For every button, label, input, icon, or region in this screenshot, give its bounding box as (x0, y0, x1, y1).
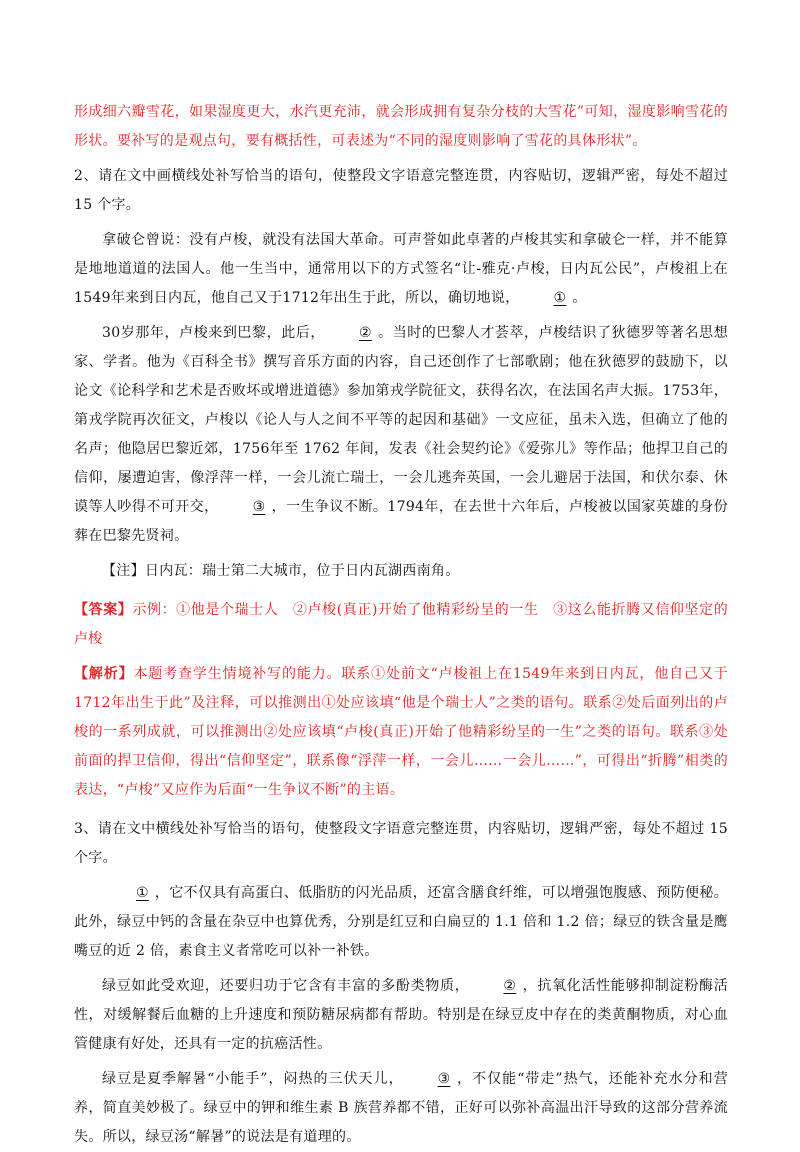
q3-blank-3: ③ (437, 1071, 451, 1087)
q3-paragraph-2 (74, 972, 728, 1059)
q3-para3-start: 绿豆是夏季解暑“小能手”，闷热的三伏天儿， (102, 1071, 404, 1087)
q3-para2-start: 绿豆如此受欢迎，还要归功于它含有丰富的多酚类物质， (102, 978, 470, 994)
answer-text: 示例：①他是个瑞士人 ②卢梭(真正)开始了他精彩纷呈的一生 ③这么能折腾又信仰坚定的卢梭 (74, 602, 728, 647)
document-page (74, 98, 728, 1152)
q2-para1-end: 。 (572, 290, 587, 306)
q3-paragraph-1 (74, 879, 728, 966)
q1-analysis-tail (74, 98, 728, 156)
q2-question: 2、请在文中画横线处补写恰当的语句，使整段文字语意完整连贯，内容贴切，逻辑严密，每处不超过 15 个字。 (74, 168, 728, 213)
q3-para3-end: ，不仅能“带走”热气，还能补充水分和营养，简直美妙极了。绿豆中的钾和维生素 B 族营养都不错，正好可以弥补高温出汗导致的这部分营养流失。所以，绿豆汤“解暑”的说法是有道理的。 (74, 1071, 728, 1145)
q2-answer (74, 596, 728, 654)
analysis-text: 本题考查学生情境补写的能力。联系①处前文“卢梭祖上在1549年来到日内瓦，他自己又于1712年出生于此”及注释，可以推测出①处应该填“他是个瑞士人”之类的语句。联系②处后面列出的卢梭的一系列成就，可以推测出②处应该填“卢梭(真正)开始了他精彩纷呈的一生”之类的语句。联系③处前面的捍卫信仰，得出“信仰坚定”，联系像“浮萍一样，一会儿……一会儿……”，可得出“折腾”相类的表达，“卢梭”又应作为后面“一生争议不断”的主语。 (74, 666, 728, 798)
q3-blank-2: ② (503, 978, 517, 994)
q2-para2-start: 30岁那年，卢梭来到巴黎，此后， (102, 325, 325, 341)
q2-para2-end: ，一生争议不断。1794年，在去世十六年后，卢梭被以国家英雄的身份葬在巴黎先贤祠。 (74, 499, 728, 544)
q2-note: 【注】日内瓦：瑞士第二大城市，位于日内瓦湖西南角。 (102, 563, 460, 579)
q2-para1-text: 拿破仑曾说：没有卢梭，就没有法国大革命。可声誉如此卓著的卢梭其实和拿破仑一样，并不能算是地地道道的法国人。他一生当中，通常用以下的方式签名“让-雅克·卢梭，日内瓦公民”，卢梭祖上在1549年来到日内瓦，他自己又于1712年出生于此，所以，确切地说， (74, 232, 728, 306)
q3-question: 3、请在文中横线处补写恰当的语句，使整段文字语意完整连贯，内容贴切，逻辑严密，每处不超过 15 个字。 (74, 821, 728, 866)
q2-paragraph-1 (74, 226, 728, 313)
q3-blank-1: ① (136, 885, 149, 901)
q2-paragraph-2 (74, 319, 728, 551)
q2-analysis (74, 660, 728, 805)
q2-para2-middle: 。当时的巴黎人才荟萃，卢梭结识了狄德罗等著名思想家、学者。他为《百科全书》撰写音乐方面的内容，自己还创作了七部歌剧；他在狄德罗的鼓励下，以论文《论科学和艺术是否败坏或增进道德》参加第戎学院征文，获得名次，在法国名声大振。1753年，第戎学院再次征文，卢梭以《论人与人之间不平等的起因和基础》一文应征，虽未入选，但确立了他的名声；他隐居巴黎近郊，1756年至 1762 年间，发表《社会契约论》《爱弥儿》等作品；他捍卫自己的信仰，屡遭迫害，像浮萍一样，一会儿流亡瑞士，一会儿逃奔英国，一会儿避居于法国，和伏尔泰、休谟等人吵得不可开交， (74, 325, 728, 515)
q1-tail-line2: 形状。要补写的是观点句，要有概括性，可表述为“不同的湿度则影响了雪花的具体形状”。 (74, 133, 647, 149)
q3-para2-end: ，抗氧化活性能够抑制淀粉酶活性，对缓解餐后血糖的上升速度和预防糖尿病都有帮助。特别是在绿豆皮中存在的类黄酮物质，对心血管健康有好处，还具有一定的抗癌活性。 (74, 978, 729, 1052)
q1-tail-line1: 形成细六瓣雪花，如果湿度更大，水汽更充沛，就会形成拥有复杂分枝的大雪花”可知，湿度影响雪花的 (74, 104, 728, 120)
analysis-tag: 【解析】 (74, 666, 134, 682)
q2-blank-1: ① (553, 290, 567, 306)
q3-paragraph-3 (74, 1065, 728, 1152)
q2-blank-2: ② (358, 325, 372, 341)
answer-tag: 【答案】 (74, 602, 133, 618)
q3-para1-text: ，它不仅具有高蛋白、低脂肪的闪光品质，还富含膳食纤维，可以增强饱腹感、预防便秘。此外，绿豆中钙的含量在杂豆中也算优秀，分别是红豆和白扁豆的 1.1 倍和 1.2 倍；绿豆的铁含量是鹰嘴豆的近 2 倍，素食主义者常吃可以补一补铁。 (74, 885, 728, 959)
q2-blank-3: ③ (252, 499, 266, 515)
